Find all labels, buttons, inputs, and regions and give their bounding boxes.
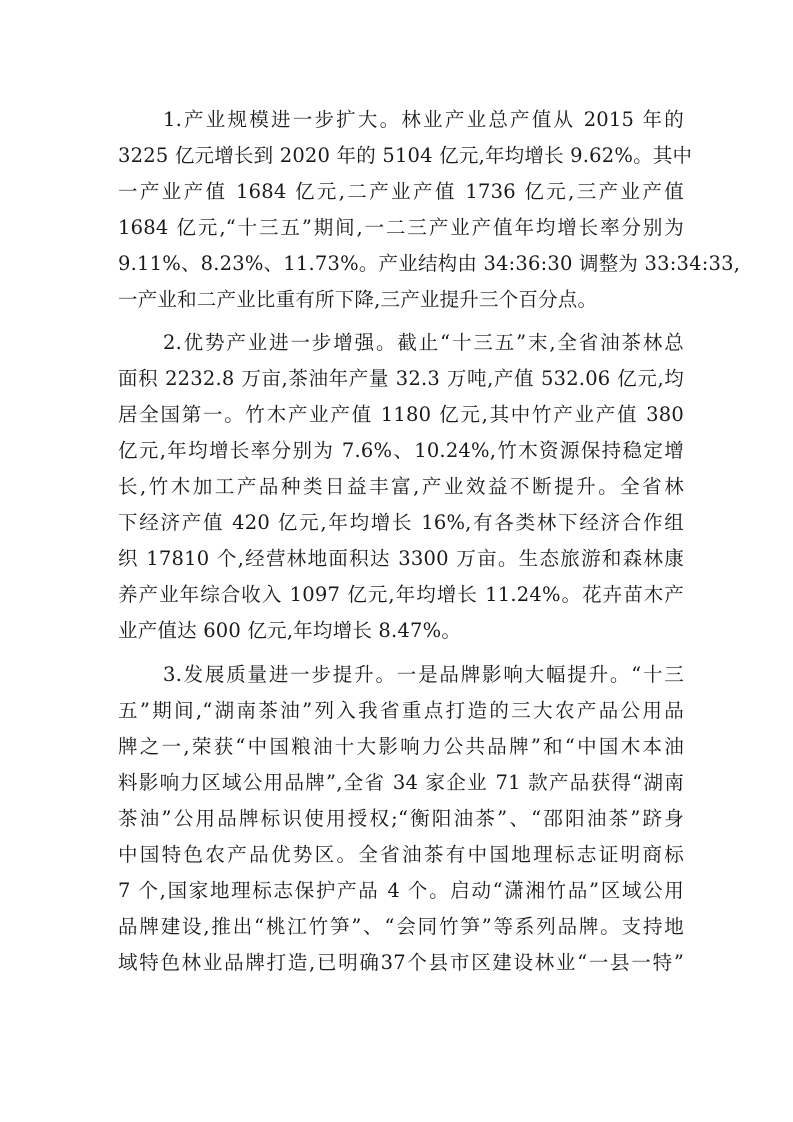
paragraph-3-line-1: 3.发展质量进一步提升。一是品牌影响大幅提升。“十三 — [163, 663, 684, 686]
paragraph-3-line-9: 域特色林业品牌打造,已明确37个县市区建设林业“一县一特” — [118, 951, 684, 974]
paragraph-1-line-6: 一产业和二产业比重有所下降,三产业提升三个百分点。 — [118, 288, 598, 311]
paragraph-2-line-8: 养产业年综合收入 1097 亿元,年均增长 11.24%。花卉苗木产 — [118, 583, 684, 606]
paragraph-1-line-3: 一产业产值 1684 亿元,二产业产值 1736 亿元,三产业产值 — [118, 180, 684, 203]
paragraph-1-line-1: 1.产业规模进一步扩大。林业产业总产值从 2015 年的 — [163, 108, 684, 131]
paragraph-3-line-8: 品牌建设,推出“桃江竹笋”、“会同竹笋”等系列品牌。支持地 — [118, 915, 684, 938]
paragraph-2-line-7: 织 17810 个,经营林地面积达 3300 万亩。生态旅游和森林康 — [118, 547, 684, 570]
paragraph-3-line-6: 中国特色农产品优势区。全省油茶有中国地理标志证明商标 — [118, 843, 684, 866]
paragraph-1-line-2: 3225 亿元增长到 2020 年的 5104 亿元,年均增长 9.62%。其中 — [118, 144, 693, 167]
paragraph-2-line-4: 亿元,年均增长率分别为 7.6%、10.24%,竹木资源保持稳定增 — [118, 439, 684, 462]
paragraph-3-line-4: 料影响力区域公用品牌”,全省 34 家企业 71 款产品获得“湖南 — [118, 771, 684, 794]
paragraph-3-line-5: 茶油”公用品牌标识使用授权;“衡阳油茶”、“邵阳油茶”跻身 — [118, 807, 684, 830]
paragraph-3-line-7: 7 个,国家地理标志保护产品 4 个。启动“潇湘竹品”区域公用 — [118, 879, 684, 902]
paragraph-2-line-2: 面积 2232.8 万亩,茶油年产量 32.3 万吨,产值 532.06 亿元,均 — [118, 367, 684, 390]
paragraph-2-line-6: 下经济产值 420 亿元,年均增长 16%,有各类林下经济合作组 — [118, 511, 684, 534]
paragraph-2-line-3: 居全国第一。竹木产业产值 1180 亿元,其中竹产业产值 380 — [118, 403, 684, 426]
paragraph-1-line-4: 1684 亿元,“十三五”期间,一二三产业产值年均增长率分别为 — [118, 216, 684, 239]
paragraph-1-line-5: 9.11%、8.23%、11.73%。产业结构由 34:36:30 调整为 33:34:33, — [118, 252, 741, 275]
paragraph-2-line-9: 业产值达 600 亿元,年均增长 8.47%。 — [118, 619, 462, 642]
paragraph-3-line-2: 五”期间,“湖南茶油”列入我省重点打造的三大农产品公用品 — [118, 699, 684, 722]
paragraph-2-line-1: 2.优势产业进一步增强。截止“十三五”末,全省油茶林总 — [163, 331, 684, 354]
paragraph-3-line-3: 牌之一,荣获“中国粮油十大影响力公共品牌”和“中国木本油 — [118, 735, 684, 758]
paragraph-2-line-5: 长,竹木加工产品种类日益丰富,产业效益不断提升。全省林 — [118, 475, 684, 498]
